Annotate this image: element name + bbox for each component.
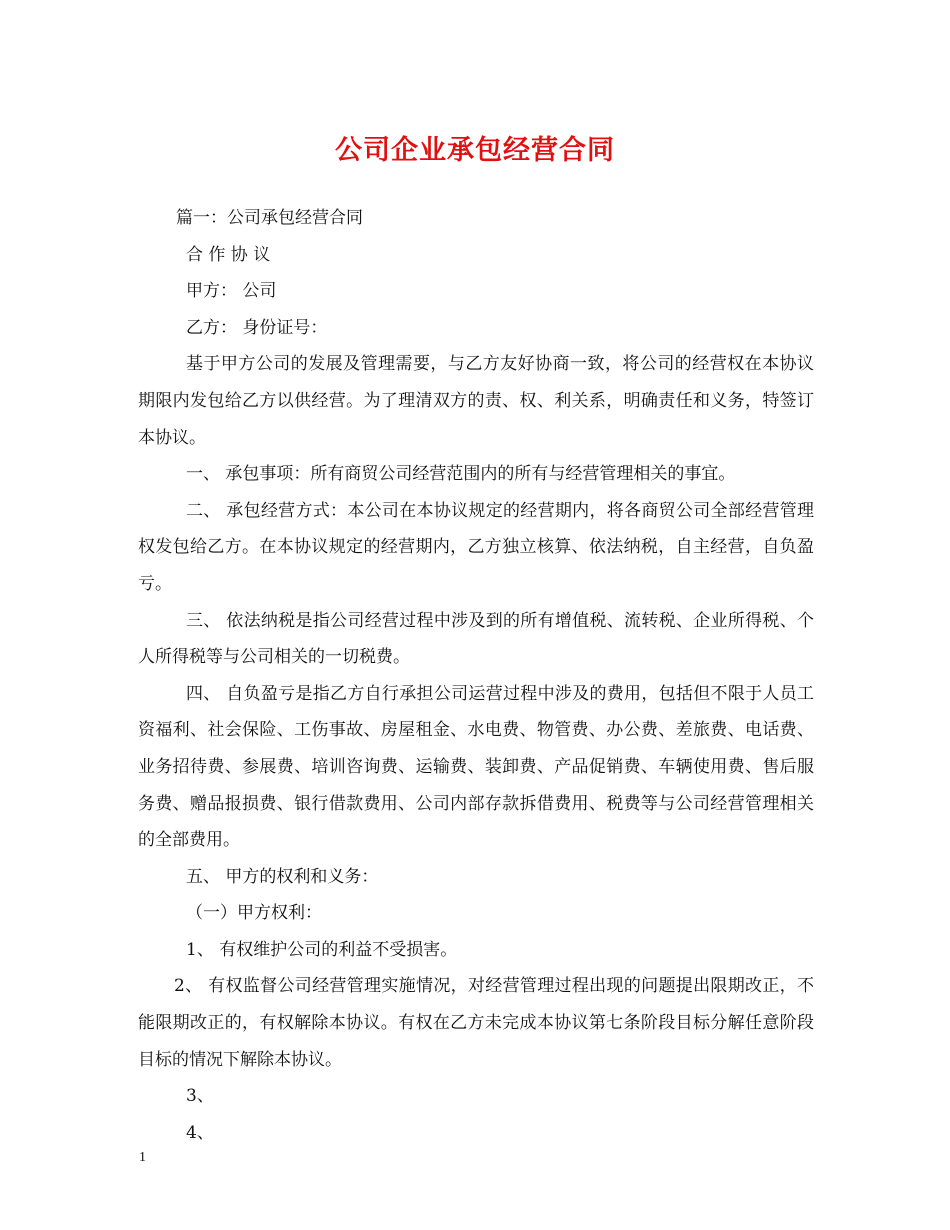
document-body — [138, 200, 814, 1151]
page-number: 1 — [139, 1150, 146, 1165]
section-heading: 篇一：公司承包经营合同 — [176, 208, 363, 228]
right-item-1: 1、 有权维护公司的利益不受损害。 — [186, 939, 458, 960]
clause-3: 三、 依法纳税是指公司经营过程中涉及到的所有增值税、流转税、企业所得税、个人所得税等与公司相关的一切税费。 — [138, 610, 814, 668]
clause-5: 五、 甲方的权利和义务： — [186, 866, 379, 887]
party-b-line: 乙方： 身份证号： — [186, 317, 328, 338]
right-item-3: 3、 — [186, 1086, 214, 1107]
document-title: 公司企业承包经营合同 — [335, 135, 615, 166]
clause-4: 四、 自负盈亏是指乙方自行承担公司运营过程中涉及的费用，包括但不限于人员工资福利、社会保险、工伤事故、房屋租金、水电费、物管费、办公费、差旅费、电话费、业务招待费、参展费、培训咨询费、运输费、装卸费、产品促销费、车辆使用费、售后服务费、赠品报损费、银行借款费用、公司内部存款拆借费用、税费等与公司经营管理相关的全部费用。 — [138, 683, 814, 851]
subsection-heading: （一）甲方权利： — [186, 903, 322, 924]
right-item-4: 4、 — [186, 1122, 214, 1143]
clause-1: 一、 承包事项：所有商贸公司经营范围内的所有与经营管理相关的事宜。 — [186, 464, 736, 485]
right-item-2: 2、 有权监督公司经营管理实施情况，对经营管理过程出现的问题提出限期改正，不能限期改正的，有权解除本协议。有权在乙方未完成本协议第七条阶段目标分解任意阶段目标的情况下解除本协议。 — [138, 976, 814, 1070]
party-a-line: 甲方： 公司 — [186, 281, 277, 302]
clause-2: 二、 承包经营方式：本公司在本协议规定的经营期内，将各商贸公司全部经营管理权发包给乙方。在本协议规定的经营期内，乙方独立核算、依法纳税，自主经营，自负盈亏。 — [138, 500, 814, 594]
agreement-heading: 合 作 协 议 — [186, 244, 271, 265]
preamble-paragraph: 基于甲方公司的发展及管理需要，与乙方友好协商一致，将公司的经营权在本协议期限内发包给乙方以供经营。为了理清双方的责、权、利关系，明确责任和义务，特签订本协议。 — [138, 354, 814, 448]
